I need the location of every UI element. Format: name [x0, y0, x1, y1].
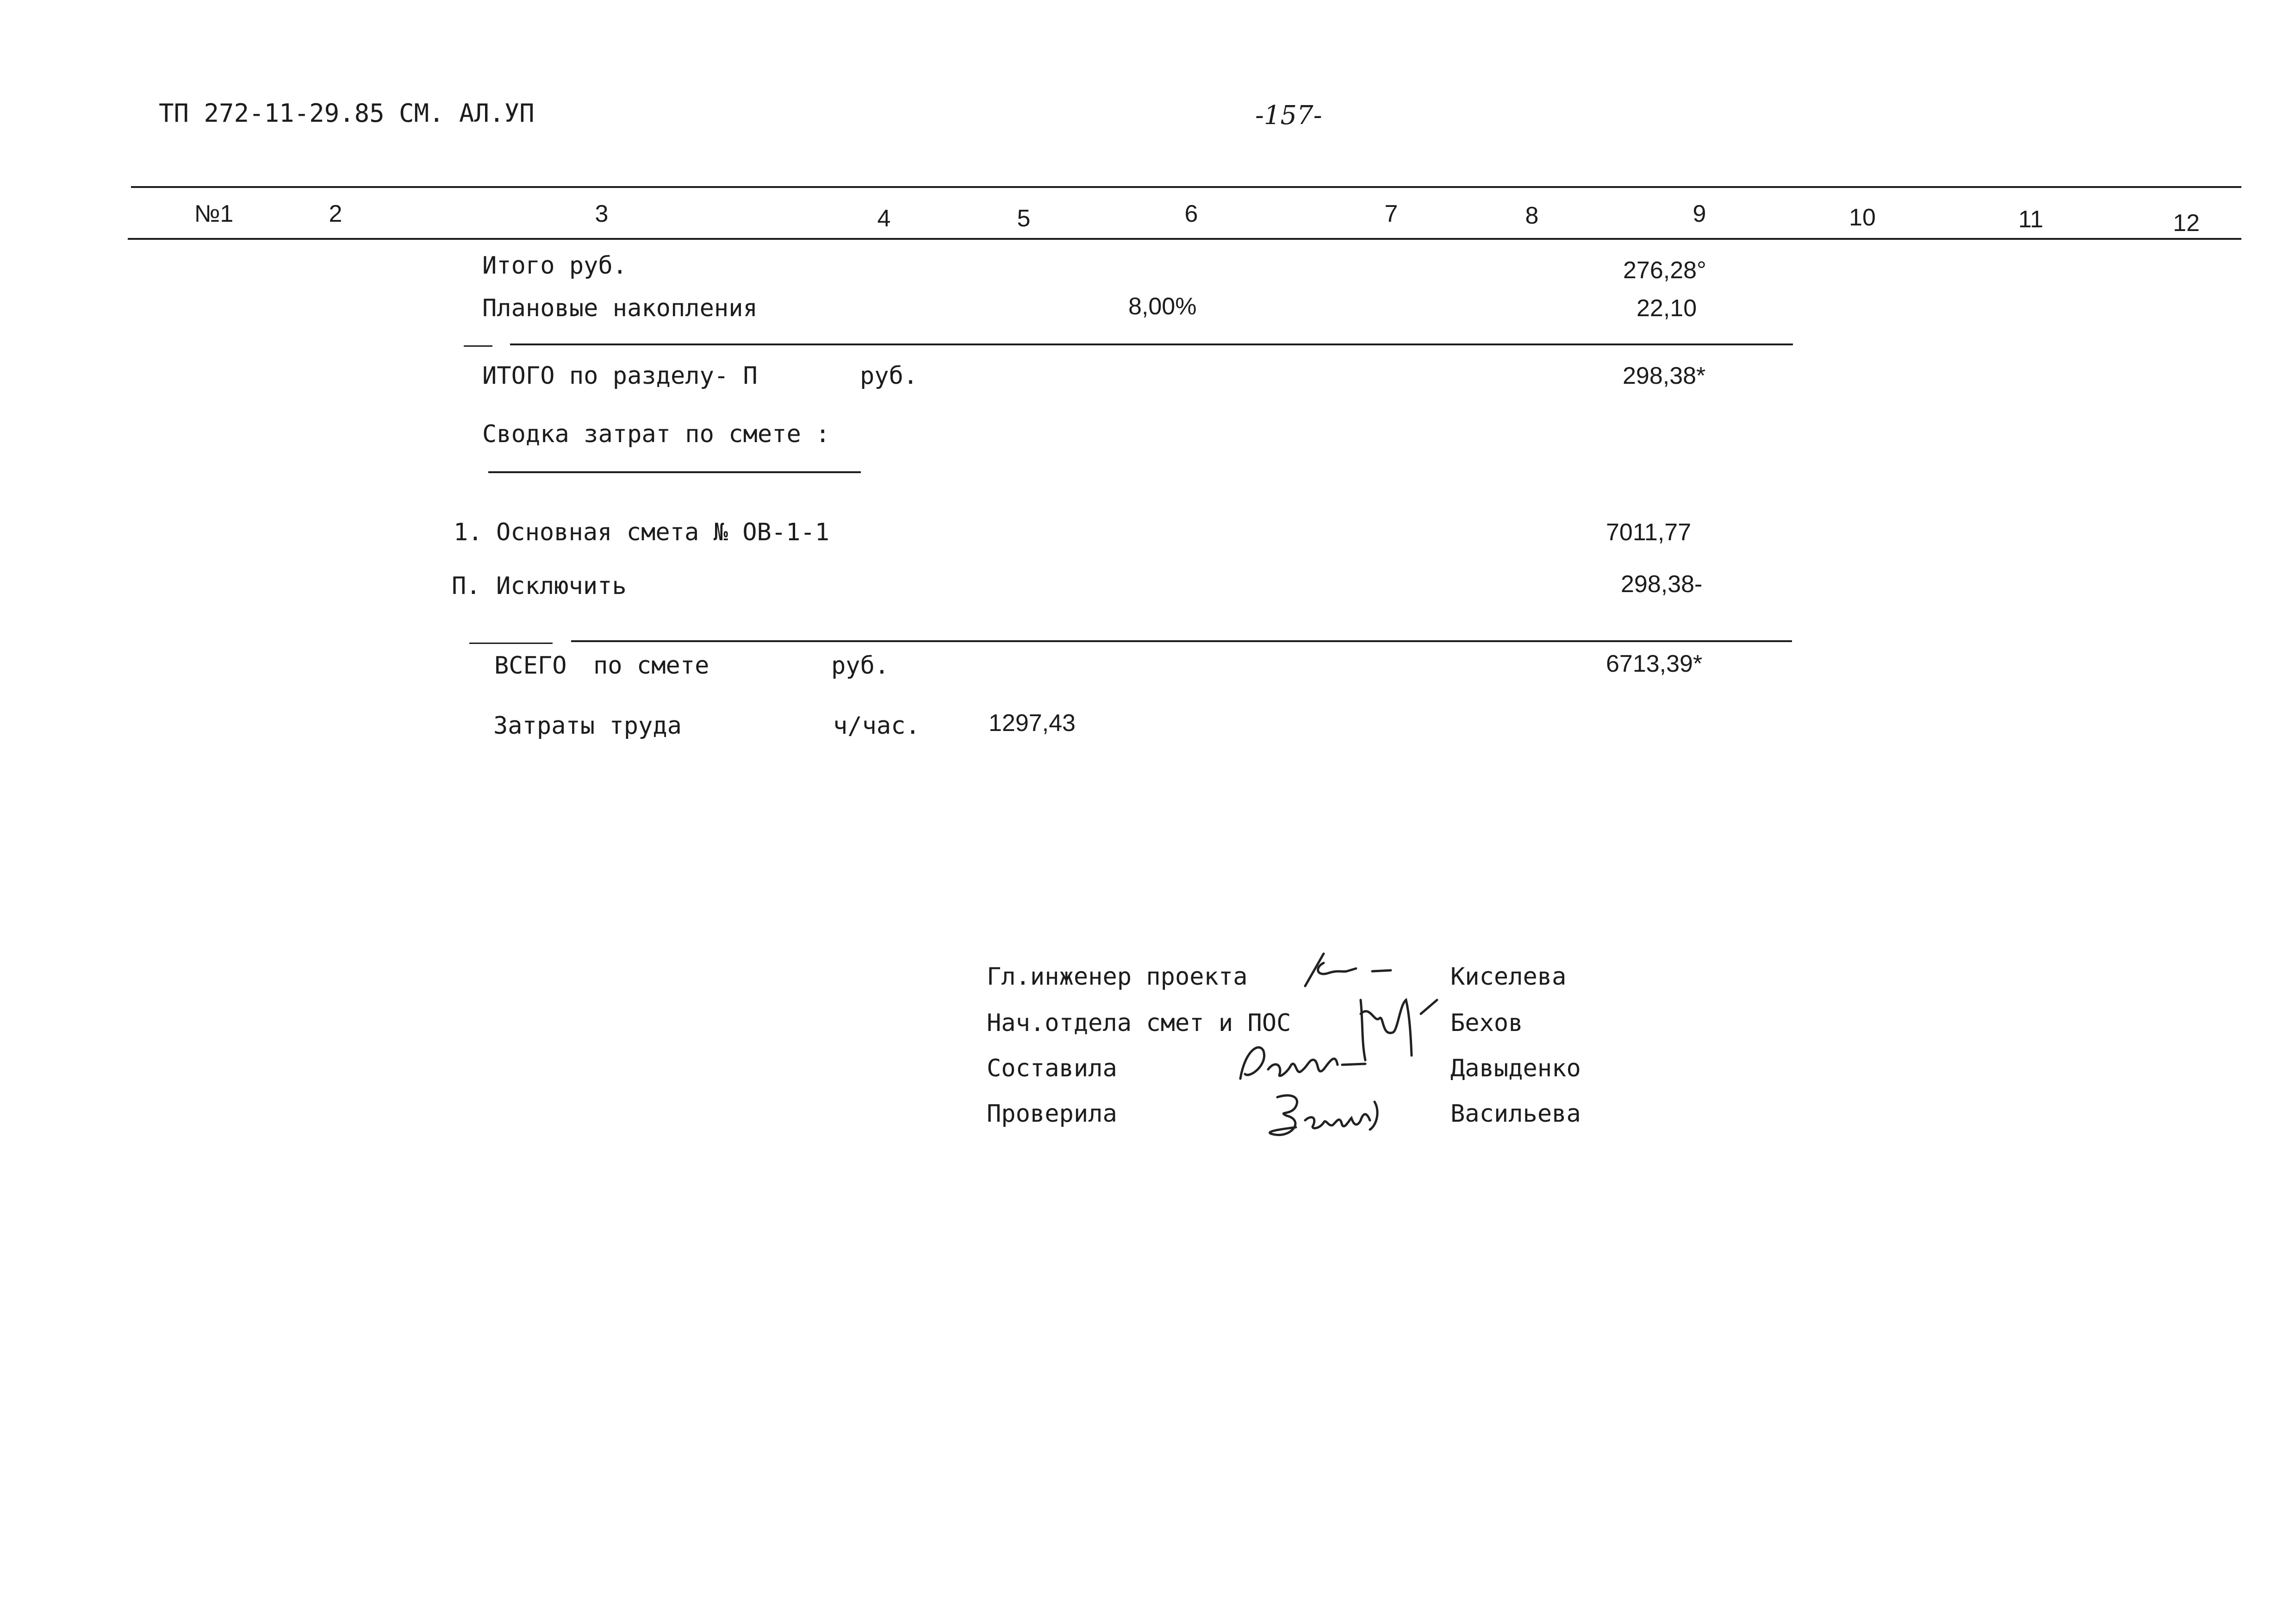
column-header-3: 3	[595, 200, 609, 227]
header-top-rule	[131, 186, 2241, 188]
summary-title-underline	[488, 471, 861, 473]
column-header-2: 2	[329, 200, 342, 227]
grand-total-rule	[571, 640, 1792, 642]
column-header-12: 12	[2173, 210, 2200, 237]
planned-savings-percent: 8,00%	[1128, 293, 1197, 320]
column-header-7: 7	[1384, 200, 1398, 227]
section-total-unit: руб.	[860, 362, 918, 390]
signature-name-vasilyeva: Васильева	[1450, 1100, 1581, 1128]
item-2-label: Исключить	[496, 572, 627, 600]
labor-costs-value: 1297,43	[989, 710, 1076, 737]
planned-savings-value: 22,10	[1636, 295, 1697, 322]
section-total-rule	[510, 344, 1793, 345]
item-2-number: П.	[452, 572, 481, 600]
grand-total-unit: руб.	[831, 652, 890, 680]
labor-costs-label: Затраты труда	[493, 712, 682, 740]
grand-total-label-2: по смете	[593, 652, 709, 680]
section-total-value: 298,38*	[1623, 362, 1706, 389]
planned-savings-label: Плановые накопления	[482, 294, 758, 322]
summary-title: Сводка затрат по смете :	[482, 420, 830, 448]
signature-name-bekhov: Бехов	[1450, 1009, 1523, 1037]
column-header-1: №1	[194, 200, 234, 227]
section-total-rule-short	[464, 345, 492, 347]
section-total-label: ИТОГО по разделу- П	[482, 362, 758, 390]
signature-role-chief-engineer: Гл.инженер проекта	[987, 963, 1248, 991]
column-header-8: 8	[1525, 202, 1539, 229]
handwritten-signature-vasilyeva	[1259, 1083, 1416, 1148]
item-1-number: 1.	[454, 518, 483, 546]
grand-total-value: 6713,39*	[1606, 650, 1703, 677]
signature-name-kiseleva: Киселева	[1450, 963, 1567, 991]
subtotal-label: Итого руб.	[482, 252, 628, 280]
column-header-10: 10	[1849, 204, 1876, 231]
column-header-6: 6	[1184, 200, 1198, 227]
page-number: -157-	[1255, 100, 1322, 131]
column-header-9: 9	[1692, 200, 1706, 227]
signature-role-estimates-head: Нач.отдела смет и ПОС	[987, 1009, 1291, 1037]
signature-role-compiled-by: Составила	[987, 1055, 1117, 1082]
column-header-11: 11	[2018, 206, 2043, 233]
doc-reference: СМ. АЛ.УП	[399, 99, 535, 128]
item-1-value: 7011,77	[1606, 519, 1692, 546]
item-1-label: Основная смета № ОВ-1-1	[496, 518, 830, 546]
doc-code: ТП 272-11-29.85	[159, 99, 385, 128]
column-header-4: 4	[877, 205, 891, 232]
signature-name-davydenko: Давыденко	[1450, 1055, 1581, 1082]
column-header-5: 5	[1017, 205, 1031, 232]
grand-total-rule-short	[469, 643, 553, 644]
item-2-value: 298,38-	[1621, 571, 1703, 598]
grand-total-label: ВСЕГО	[494, 652, 567, 680]
signature-role-checked-by: Проверила	[987, 1100, 1117, 1128]
header-bottom-rule	[128, 238, 2241, 240]
subtotal-value: 276,28°	[1623, 257, 1706, 284]
labor-costs-unit: ч/час.	[833, 712, 920, 740]
